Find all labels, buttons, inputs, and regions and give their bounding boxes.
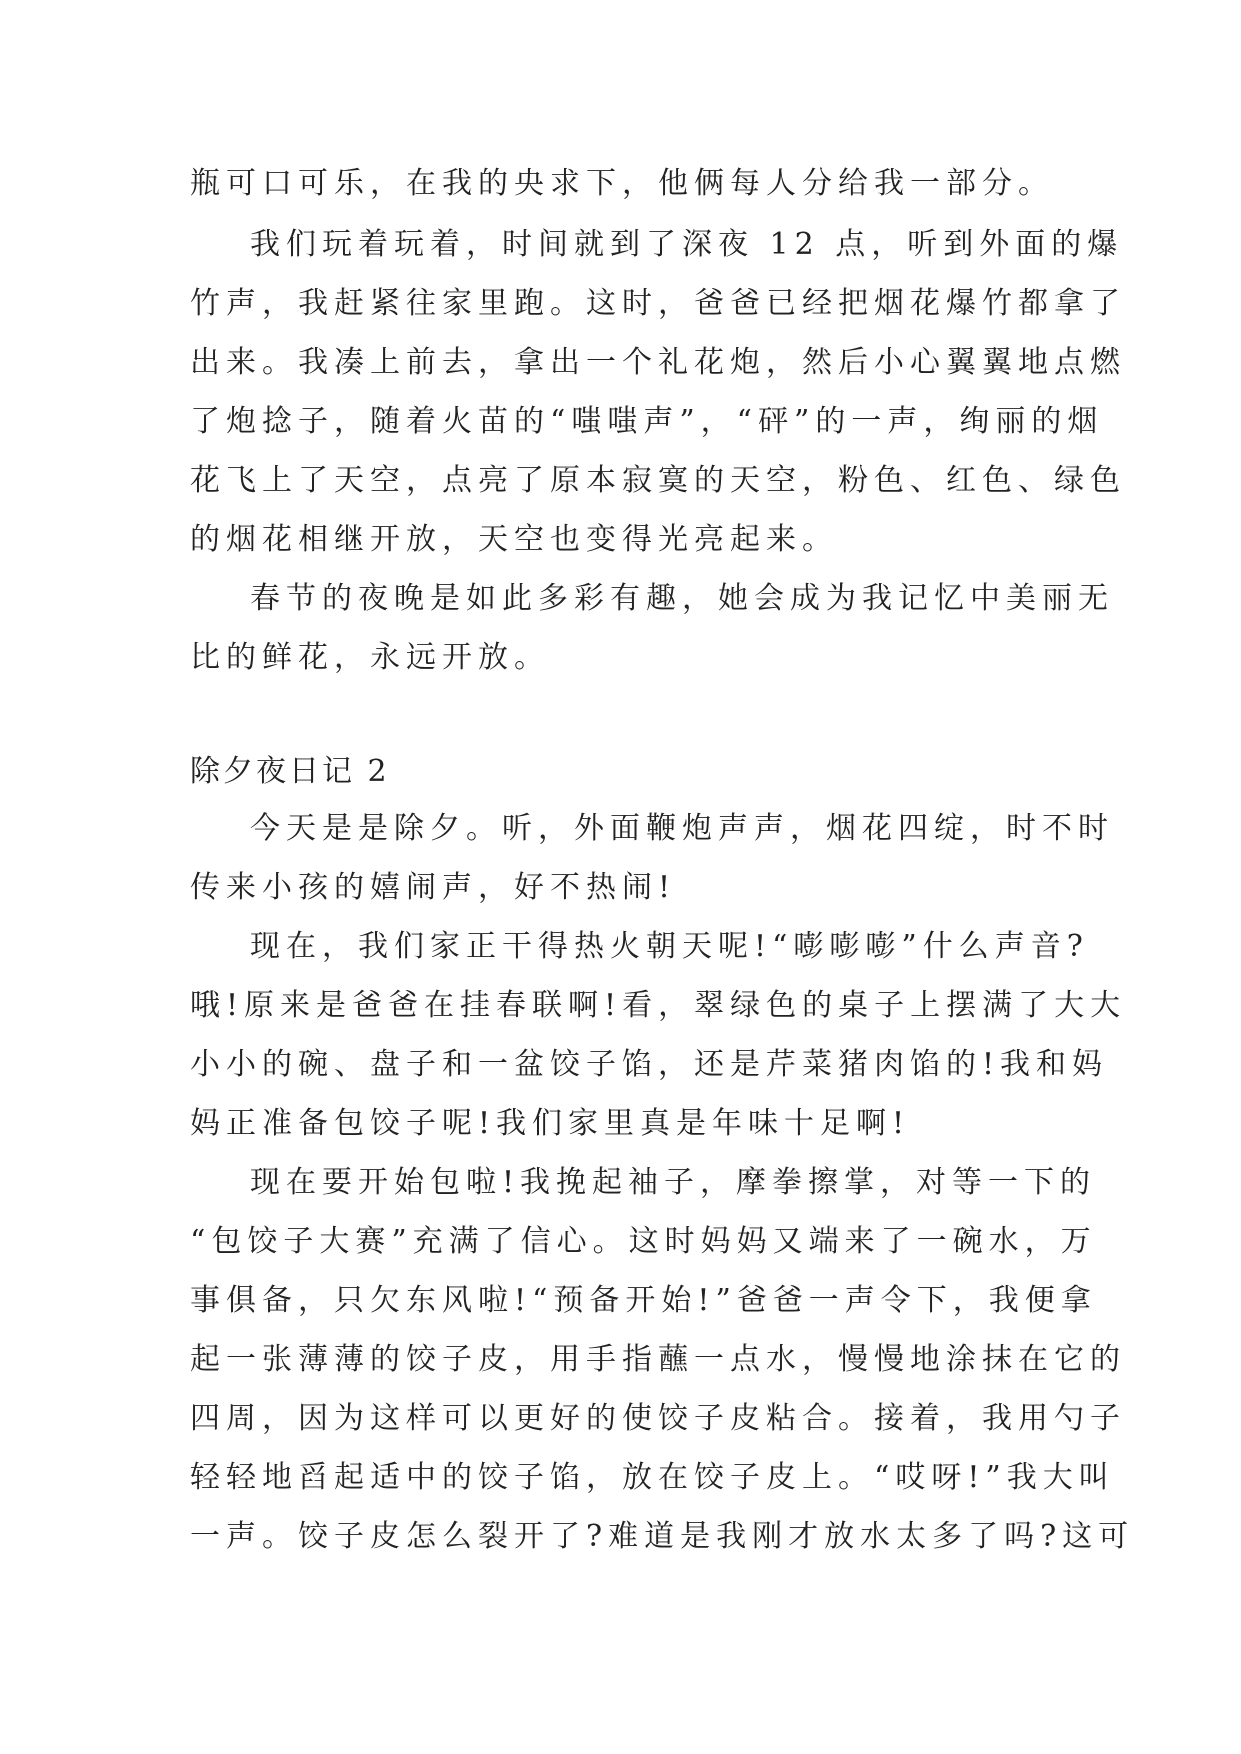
text-line: 事俱备，只欠东风啦!“预备开始!”爸爸一声令下，我便拿 — [190, 1283, 1097, 1318]
text-line: 哦!原来是爸爸在挂春联啊!看，翠绿色的桌子上摆满了大大 — [190, 988, 1127, 1023]
text-line: 比的鲜花，永远开放。 — [190, 640, 550, 675]
text-line: 竹声，我赶紧往家里跑。这时，爸爸已经把烟花爆竹都拿了 — [190, 286, 1126, 321]
text-line: 花飞上了天空，点亮了原本寂寞的天空，粉色、红色、绿色 — [190, 463, 1126, 498]
text-line: 妈正准备包饺子呢!我们家里真是年味十足啊! — [190, 1106, 911, 1141]
text-line: 传来小孩的嬉闹声，好不热闹! — [190, 870, 677, 905]
text-line: 今天是是除夕。听，外面鞭炮声声，烟花四绽，时不时 — [250, 811, 1114, 846]
text-line: 起一张薄薄的饺子皮，用手指蘸一点水，慢慢地涂抹在它的 — [190, 1342, 1126, 1377]
text-line: 现在要开始包啦!我挽起袖子，摩拳擦掌，对等一下的 — [250, 1165, 1097, 1200]
text-line: 小小的碗、盘子和一盆饺子馅，还是芹菜猪肉馅的!我和妈 — [190, 1047, 1109, 1082]
text-line: 四周，因为这样可以更好的使饺子皮粘合。接着，我用勺子 — [190, 1401, 1126, 1436]
text-line: 一声。饺子皮怎么裂开了?难道是我刚才放水太多了吗?这可 — [190, 1519, 1135, 1554]
text-line: 的烟花相继开放，天空也变得光亮起来。 — [190, 522, 838, 557]
text-line: 了炮捻子，随着火苗的“嗤嗤声”，“砰”的一声，绚丽的烟 — [190, 404, 1104, 439]
text-line: “包饺子大赛”充满了信心。这时妈妈又端来了一碗水，万 — [190, 1224, 1097, 1259]
text-line: 春节的夜晚是如此多彩有趣，她会成为我记忆中美丽无 — [250, 581, 1114, 616]
text-line: 出来。我凑上前去，拿出一个礼花炮，然后小心翼翼地点燃 — [190, 345, 1126, 380]
text-line: 现在，我们家正干得热火朝天呢!“嘭嘭嘭”什么声音? — [250, 929, 1089, 964]
text-line: 我们玩着玩着，时间就到了深夜 12 点，听到外面的爆 — [250, 227, 1124, 262]
text-line: 轻轻地舀起适中的饺子馅，放在饺子皮上。“哎呀!”我大叫 — [190, 1460, 1115, 1495]
text-line: 瓶可口可乐，在我的央求下，他俩每人分给我一部分。 — [190, 166, 1054, 201]
section-heading: 除夕夜日记 2 — [190, 754, 390, 789]
